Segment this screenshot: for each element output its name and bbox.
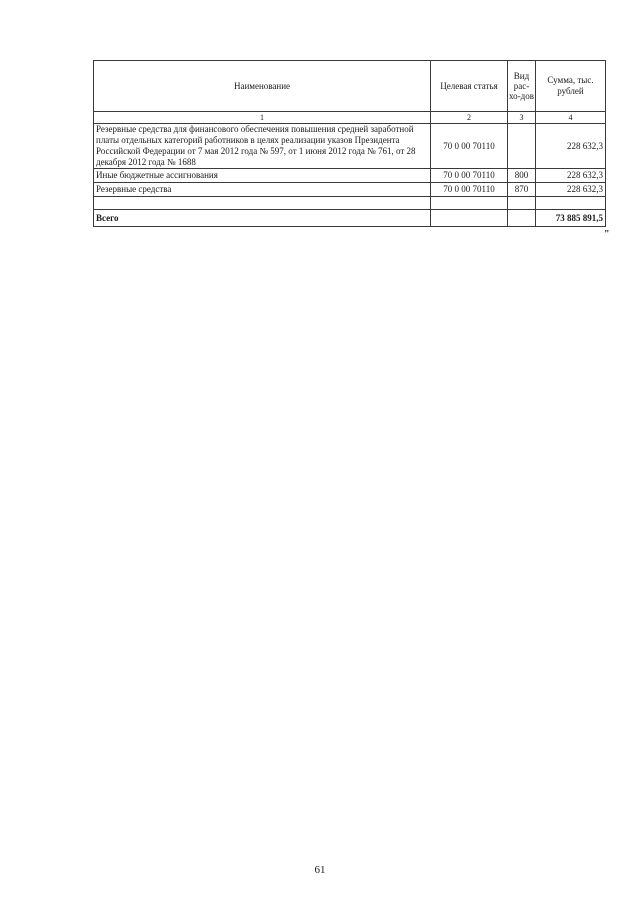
empty-cell: [94, 197, 431, 210]
row-expense-kind: 800: [508, 169, 536, 183]
empty-cell: [431, 210, 508, 227]
total-label: Всего: [94, 210, 431, 227]
row-sum: 228 632,3: [536, 169, 606, 183]
table-row: [94, 183, 606, 197]
closing-quote-mark: ": [604, 229, 610, 240]
header-expense-kind: Вид рас-хо-дов: [508, 61, 536, 112]
column-number: 4: [536, 112, 606, 124]
row-name: Резервные средства: [94, 183, 431, 197]
total-sum: 73 885 891,5: [536, 210, 606, 227]
row-name: Резервные средства для финансового обеспечения повышения средней заработной платы отдельных категорий работников в целях реализации указов Президента Российской Федерации от 7 мая 2012 года № 597, от 1 июня 2012 года № 761, от 28 декабря 2012 года № 1688: [94, 124, 431, 169]
total-row: [94, 210, 606, 227]
header-name: Наименование: [94, 61, 431, 112]
table-row: [94, 124, 606, 169]
column-number: 1: [94, 112, 431, 124]
row-sum: 228 632,3: [536, 124, 606, 169]
column-number-row: [94, 112, 606, 124]
column-number: 2: [431, 112, 508, 124]
budget-table-section: [93, 60, 606, 227]
row-name: Иные бюджетные ассигнования: [94, 169, 431, 183]
row-target-article: 70 0 00 70110: [431, 124, 508, 169]
header-target-article: Целевая статья: [431, 61, 508, 112]
row-target-article: 70 0 00 70110: [431, 183, 508, 197]
header-sum: Сумма, тыс. рублей: [536, 61, 606, 112]
page-number: 61: [314, 864, 326, 876]
table-row: [94, 169, 606, 183]
table-header-row: [94, 61, 606, 112]
empty-cell: [508, 210, 536, 227]
empty-row: [94, 197, 606, 210]
budget-table: [93, 60, 606, 227]
empty-cell: [508, 197, 536, 210]
column-number: 3: [508, 112, 536, 124]
row-target-article: 70 0 00 70110: [431, 169, 508, 183]
row-expense-kind: [508, 124, 536, 169]
empty-cell: [431, 197, 508, 210]
empty-cell: [536, 197, 606, 210]
row-expense-kind: 870: [508, 183, 536, 197]
row-sum: 228 632,3: [536, 183, 606, 197]
